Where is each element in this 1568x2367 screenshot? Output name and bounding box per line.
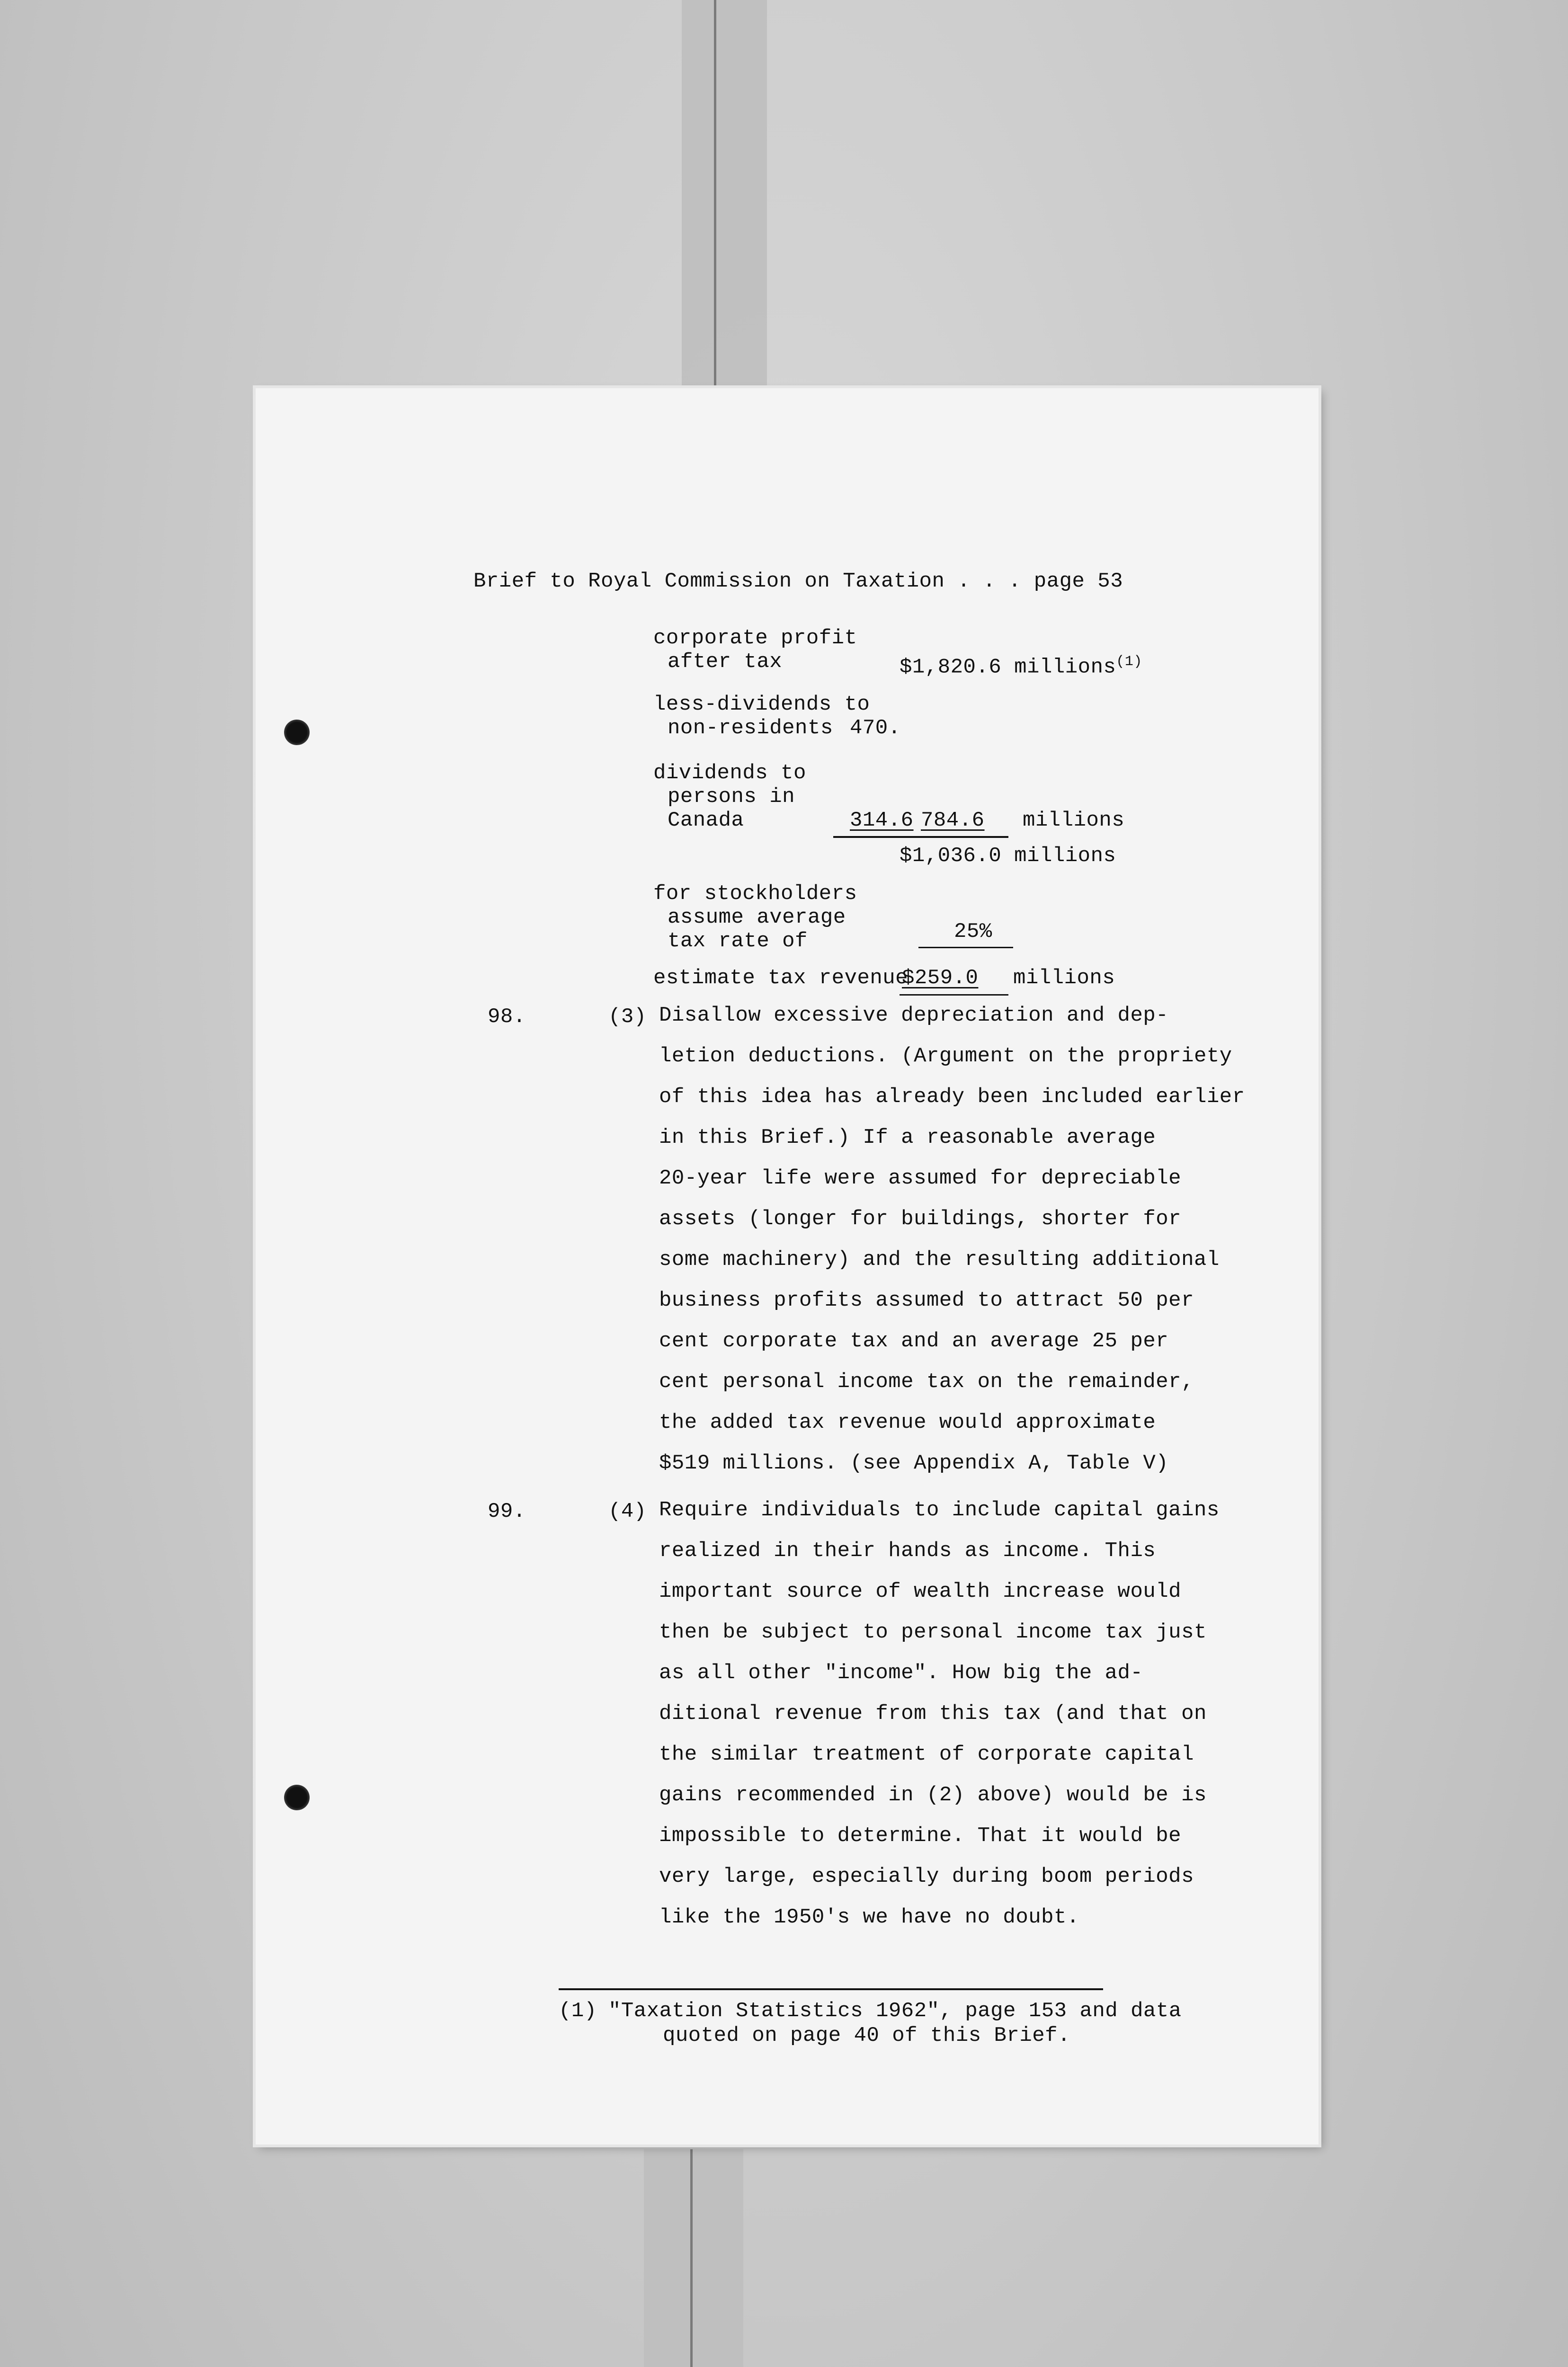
film-hairline-top [714, 0, 716, 388]
calc-underline-tax-rate [918, 947, 1013, 948]
para-99-line: like the 1950's we have no doubt. [659, 1905, 1079, 1929]
calc-underline-estimate [900, 994, 1008, 996]
para-99-line: important source of wealth increase would [659, 1580, 1182, 1603]
footnote-line-2: quoted on page 40 of this Brief. [663, 2024, 1070, 2047]
film-tape-bottom [644, 2149, 743, 2367]
footnote-line-1: "Taxation Statistics 1962", page 153 and data [608, 1999, 1182, 2023]
calc-less-dividends-label-2: non-residents [668, 716, 833, 740]
para-98-line: $519 millions. (see Appendix A, Table V) [659, 1451, 1169, 1475]
typed-document-page [256, 388, 1319, 2145]
para-98-line: assets (longer for buildings, shorter for [659, 1207, 1182, 1231]
para-98-line: in this Brief.) If a reasonable average [659, 1126, 1156, 1149]
calc-dividends-persons-label-1: dividends to [653, 761, 806, 785]
calc-less-dividends-value: 470. [850, 716, 901, 740]
calc-dividends-persons-value-2: 784.6 [921, 809, 985, 832]
para-98-line: cent personal income tax on the remainder, [659, 1370, 1194, 1394]
para-98-line: some machinery) and the resulting additional [659, 1248, 1220, 1272]
para-99-line: gains recommended in (2) above) would be is [659, 1783, 1207, 1807]
punch-hole-upper [284, 720, 310, 745]
para-98-line: Disallow excessive depreciation and dep- [659, 1004, 1169, 1027]
calc-stockholders-label-3: tax rate of [668, 929, 808, 953]
para-98-line: of this idea has already been included earlier [659, 1085, 1245, 1109]
film-hairline-bottom [690, 2149, 693, 2367]
calc-estimate-label: estimate tax revenue [653, 966, 909, 990]
para-98-number: 98. [488, 1005, 526, 1029]
para-98-line: letion deductions. (Argument on the propriety [659, 1044, 1232, 1068]
para-99-line: as all other "income". How big the ad- [659, 1661, 1143, 1685]
punch-hole-lower [284, 1785, 310, 1810]
para-98-line: 20-year life were assumed for depreciable [659, 1166, 1182, 1190]
footnote-marker: (1) [559, 1999, 597, 2023]
calc-corp-profit-label-1: corporate profit [653, 626, 857, 650]
para-99-line: ditional revenue from this tax (and that on [659, 1702, 1207, 1726]
calc-estimate-unit: millions [1013, 966, 1115, 990]
calc-estimate-value: $259.0 [902, 966, 979, 990]
page-header: Brief to Royal Commission on Taxation . . . page 53 [473, 570, 1123, 593]
calc-dividends-persons-label-3: Canada [668, 809, 744, 832]
para-99-number: 99. [488, 1500, 526, 1523]
para-99-item: (4) [608, 1500, 647, 1523]
calc-dividends-persons-unit: millions [1023, 809, 1125, 832]
para-99-line: the similar treatment of corporate capital [659, 1743, 1194, 1766]
para-98-line: the added tax revenue would approximate [659, 1411, 1156, 1434]
film-tape-top [682, 0, 767, 388]
para-98-item: (3) [608, 1005, 647, 1029]
calc-dividends-persons-value-1: 314.6 [850, 809, 914, 832]
footnote-ref: (1) [1116, 654, 1142, 670]
para-99-line: Require individuals to include capital gains [659, 1498, 1220, 1522]
calc-corp-profit-label-2: after tax [668, 650, 783, 674]
calc-stockholders-label-1: for stockholders [653, 882, 857, 906]
calc-corp-profit-value: $1,820.6 millions$^{(1)}$ [900, 654, 1142, 679]
calc-stockholders-label-2: assume average [668, 906, 846, 929]
para-99-line: then be subject to personal income tax just [659, 1620, 1207, 1644]
para-99-line: very large, especially during boom periods [659, 1865, 1194, 1888]
calc-underline-dividends [833, 836, 1008, 838]
calc-dividends-persons-label-2: persons in [668, 785, 795, 809]
footnote-rule [559, 1988, 1103, 1990]
para-99-line: impossible to determine. That it would be [659, 1824, 1182, 1848]
calc-tax-rate-value: 25% [954, 920, 992, 943]
para-98-line: business profits assumed to attract 50 per [659, 1289, 1194, 1312]
calc-less-dividends-label-1: less-dividends to [653, 693, 870, 716]
para-99-line: realized in their hands as income. This [659, 1539, 1156, 1563]
calc-subtotal-value: $1,036.0 millions [900, 844, 1116, 868]
para-98-line: cent corporate tax and an average 25 per [659, 1329, 1169, 1353]
